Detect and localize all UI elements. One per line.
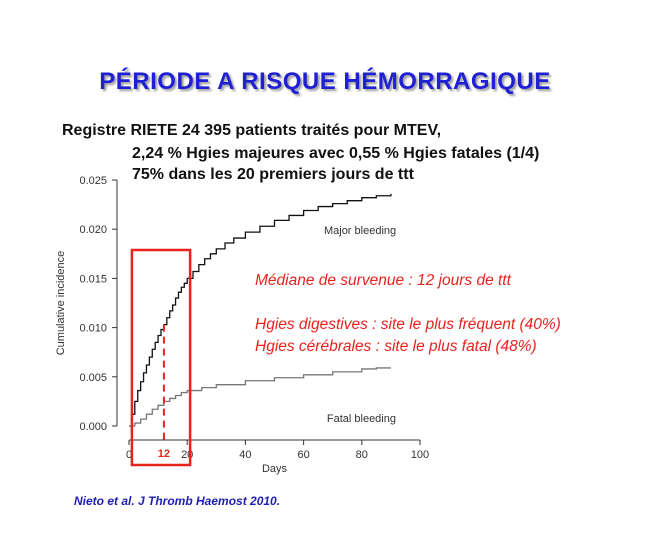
y-tick-label: 0.025 [79,175,107,187]
x-tick-label: 80 [355,449,368,461]
median-note: Médiane de survenue : 12 jours de ttt [255,272,511,289]
bleeding-rates-line: 2,24 % Hgies majeures avec 0,55 % Hgies fatales (1/4) [132,145,540,162]
digestive-note: Hgies digestives : site le plus fréquent (40%) [255,316,561,333]
x-tick-label: 20 [181,449,194,461]
x-tick-label: 60 [297,449,310,461]
x-tick-label: 40 [239,449,252,461]
y-tick-label: 0.000 [79,421,107,433]
x-tick-label: 0 [125,449,133,461]
citation: Nieto et al. J Thromb Haemost 2010. [74,494,281,508]
y-axis-title: Cumulative incidence [55,250,67,356]
cerebral-note: Hgies cérébrales : site le plus fatal (48%) [255,338,537,355]
registry-line: Registre RIETE 24 395 patients traités pour MTEV, [62,122,442,139]
early-period-highlight-box [132,250,190,465]
y-tick-label: 0.020 [79,224,107,237]
fatal-bleeding-label: Fatal bleeding [326,413,396,426]
early-period-line: 75% dans les 20 premiers jours de ttt [132,166,414,183]
slide-title: PÉRIODE A RISQUE HÉMORRAGIQUE [99,68,551,95]
y-tick-label: 0.005 [79,371,107,384]
x-axis-title: Days [261,463,288,475]
median-day-label: 12 [157,448,171,460]
chart-axes [117,180,420,440]
y-tick-label: 0.010 [79,322,107,335]
major-bleeding-label: Major bleeding [323,225,397,238]
y-tick-label: 0.015 [79,273,107,286]
x-tick-label: 100 [410,449,430,461]
